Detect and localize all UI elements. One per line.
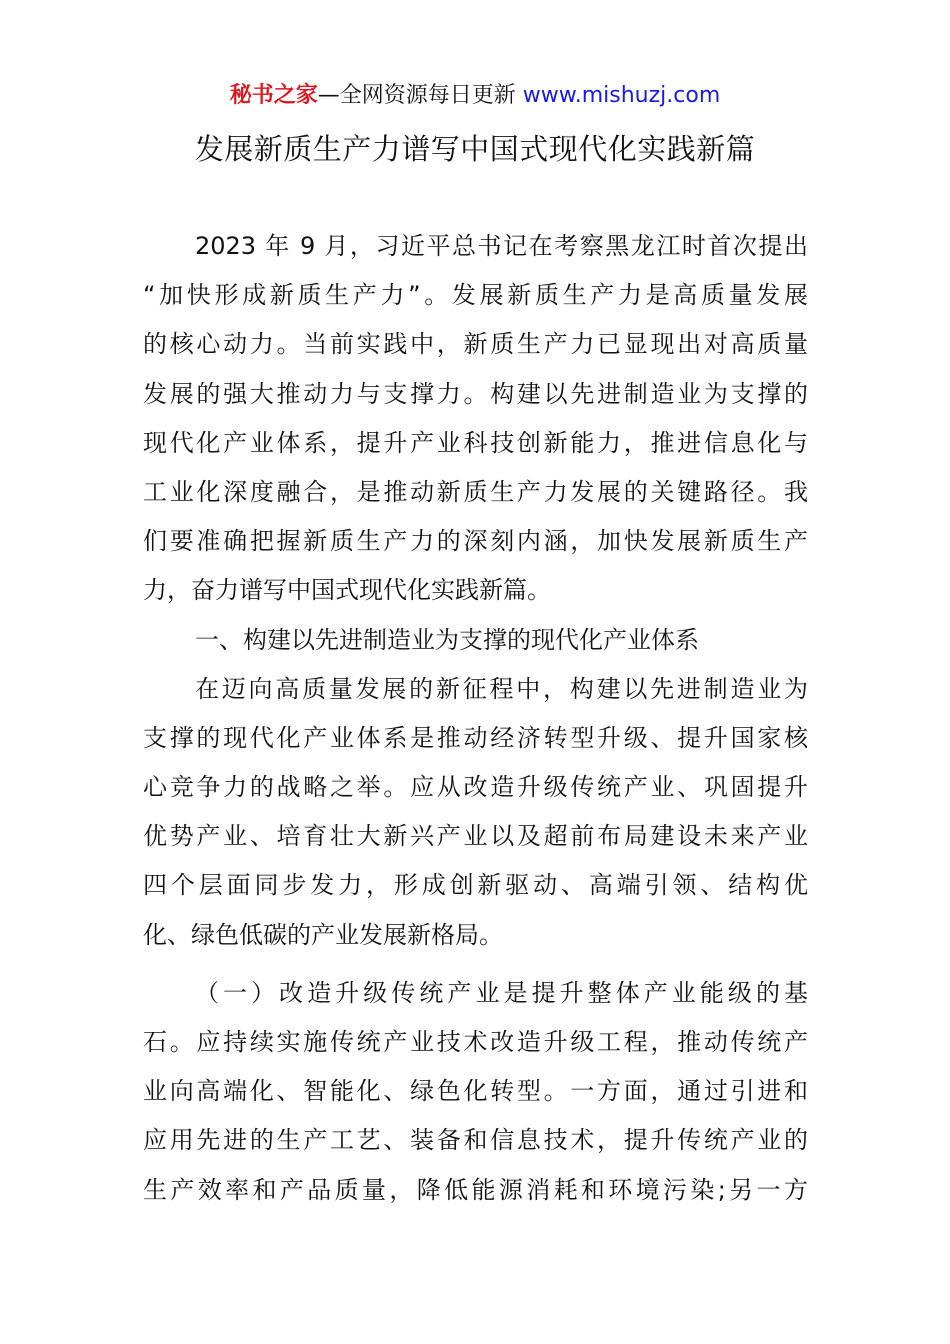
paragraph-line: 生产效率和产品质量，降低能源消耗和环境污染;另一方 bbox=[143, 1175, 808, 1204]
site-tagline: —全网资源每日更新 bbox=[317, 83, 523, 108]
paragraph-line: 发展的强大推动力与支撑力。构建以先进制造业为支撑的 bbox=[143, 379, 808, 408]
paragraph-line: 支撑的现代化产业体系是推动经济转型升级、提升国家核 bbox=[143, 723, 808, 752]
paragraph-line: 业向高端化、智能化、绿色化转型。一方面，通过引进和 bbox=[143, 1077, 808, 1106]
paragraph-line: 四个层面同步发力，形成创新驱动、高端引领、结构优 bbox=[143, 871, 808, 900]
paragraph-line: 在迈向高质量发展的新征程中，构建以先进制造业为 bbox=[195, 674, 808, 703]
paragraph-line: “加快形成新质生产力”。发展新质生产力是高质量发展 bbox=[143, 281, 808, 310]
document-title: 发展新质生产力谱写中国式现代化实践新篇 bbox=[194, 132, 756, 166]
paragraph-line: 们要准确把握新质生产力的深刻内涵，加快发展新质生产 bbox=[143, 527, 808, 556]
paragraph-line: 2023 年 9 月，习近平总书记在考察黑龙江时首次提出 bbox=[195, 232, 808, 260]
paragraph-line: 石。应持续实施传统产业技术改造升级工程，推动传统产 bbox=[143, 1028, 808, 1056]
site-name: 秘书之家 bbox=[229, 83, 318, 108]
paragraph-line: 化、绿色低碳的产业发展新格局。 bbox=[143, 920, 503, 949]
section-heading: 一、构建以先进制造业为支撑的现代化产业体系 bbox=[195, 625, 699, 654]
subsection-line: （一）改造升级传统产业是提升整体产业能级的基 bbox=[195, 978, 808, 1007]
paragraph-line: 力，奋力谱写中国式现代化实践新篇。 bbox=[143, 576, 551, 605]
article-body bbox=[143, 222, 808, 1215]
paragraph-line: 优势产业、培育壮大新兴产业以及超前布局建设未来产业 bbox=[143, 822, 808, 851]
paragraph-line: 的核心动力。当前实践中，新质生产力已显现出对高质量 bbox=[143, 330, 808, 359]
site-header bbox=[0, 80, 950, 112]
paragraph-line: 心竞争力的战略之举。应从改造升级传统产业、巩固提升 bbox=[143, 773, 808, 802]
paragraph-gap bbox=[143, 960, 808, 969]
paragraph-line: 应用先进的生产工艺、装备和信息技术，提升传统产业的 bbox=[143, 1126, 808, 1155]
paragraph-line: 现代化产业体系，提升产业科技创新能力，推进信息化与 bbox=[143, 428, 808, 457]
paragraph-line: 工业化深度融合，是推动新质生产力发展的关键路径。我 bbox=[143, 477, 808, 506]
site-url-link[interactable]: www.mishuzj.com bbox=[522, 83, 721, 108]
